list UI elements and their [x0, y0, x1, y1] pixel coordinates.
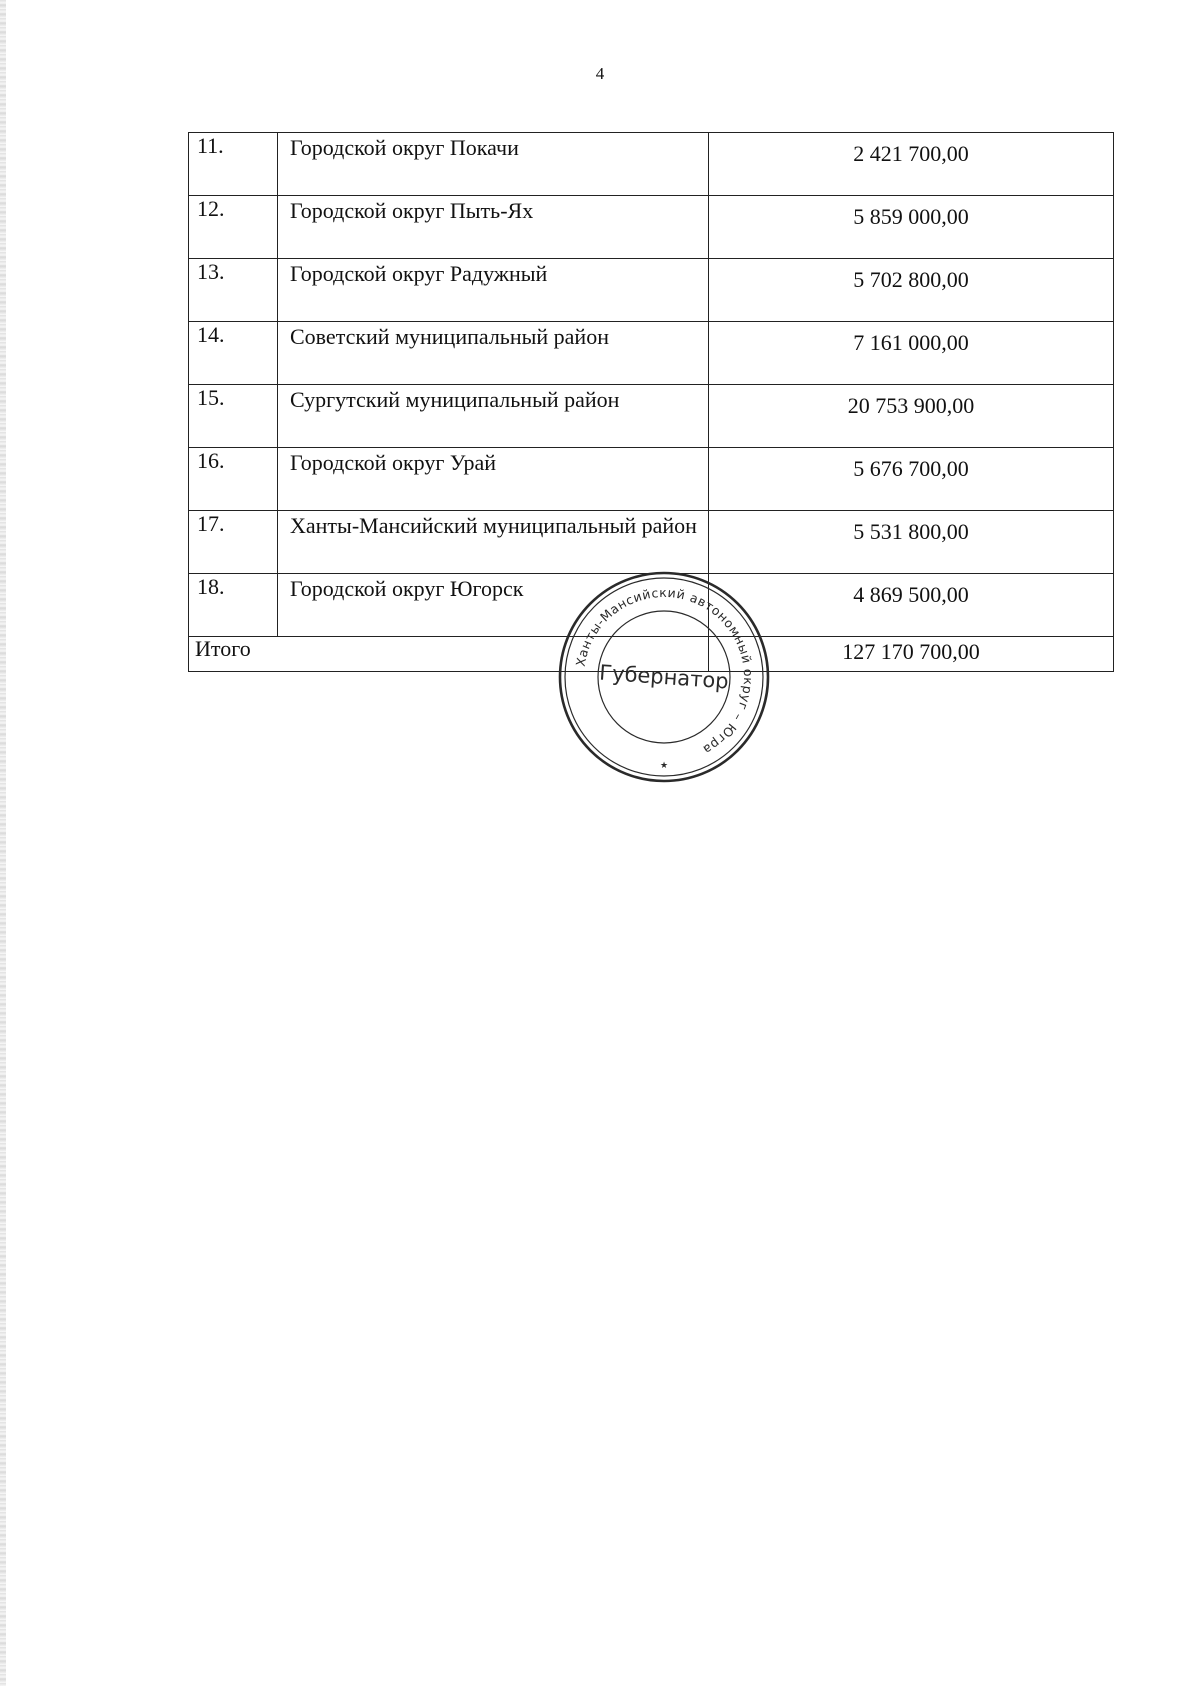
amount-value: 4 869 500,00 [709, 574, 1114, 637]
row-number: 18. [189, 574, 278, 637]
row-number: 17. [189, 511, 278, 574]
row-number: 11. [189, 133, 278, 196]
total-amount: 127 170 700,00 [709, 637, 1114, 672]
amount-value: 5 676 700,00 [709, 448, 1114, 511]
row-number: 15. [189, 385, 278, 448]
amount-value: 5 702 800,00 [709, 259, 1114, 322]
table-row [189, 133, 1114, 196]
row-number: 14. [189, 322, 278, 385]
amount-value: 20 753 900,00 [709, 385, 1114, 448]
seal-star-icon: ★ [659, 761, 669, 771]
row-number: 16. [189, 448, 278, 511]
municipality-name: Городской округ Урай [278, 448, 709, 511]
municipality-name: Городской округ Пыть-Ях [278, 196, 709, 259]
municipality-name: Ханты-Мансийский муниципальный район [278, 511, 709, 574]
row-number: 12. [189, 196, 278, 259]
official-seal [555, 568, 773, 786]
municipality-name: Советский муниципальный район [278, 322, 709, 385]
seal-graphic [555, 568, 773, 786]
table-row [189, 448, 1114, 511]
page-number: 4 [595, 64, 605, 83]
amount-value: 5 859 000,00 [709, 196, 1114, 259]
table-row [189, 322, 1114, 385]
table-row [189, 385, 1114, 448]
amount-value: 5 531 800,00 [709, 511, 1114, 574]
municipality-name: Городской округ Югорск [278, 574, 709, 637]
total-label: Итого [189, 637, 278, 672]
table-row [189, 196, 1114, 259]
table-row [189, 259, 1114, 322]
amount-value: 2 421 700,00 [709, 133, 1114, 196]
amount-value: 7 161 000,00 [709, 322, 1114, 385]
municipality-name: Городской округ Радужный [278, 259, 709, 322]
scan-edge [0, 0, 6, 1686]
municipality-name: Городской округ Покачи [278, 133, 709, 196]
row-number: 13. [189, 259, 278, 322]
municipality-name: Сургутский муниципальный район [278, 385, 709, 448]
table-row [189, 511, 1114, 574]
seal-ring-text: Ханты-Мансийский автономный округ – Югра [572, 584, 757, 758]
seal-center-text: Губернатор [598, 660, 730, 694]
